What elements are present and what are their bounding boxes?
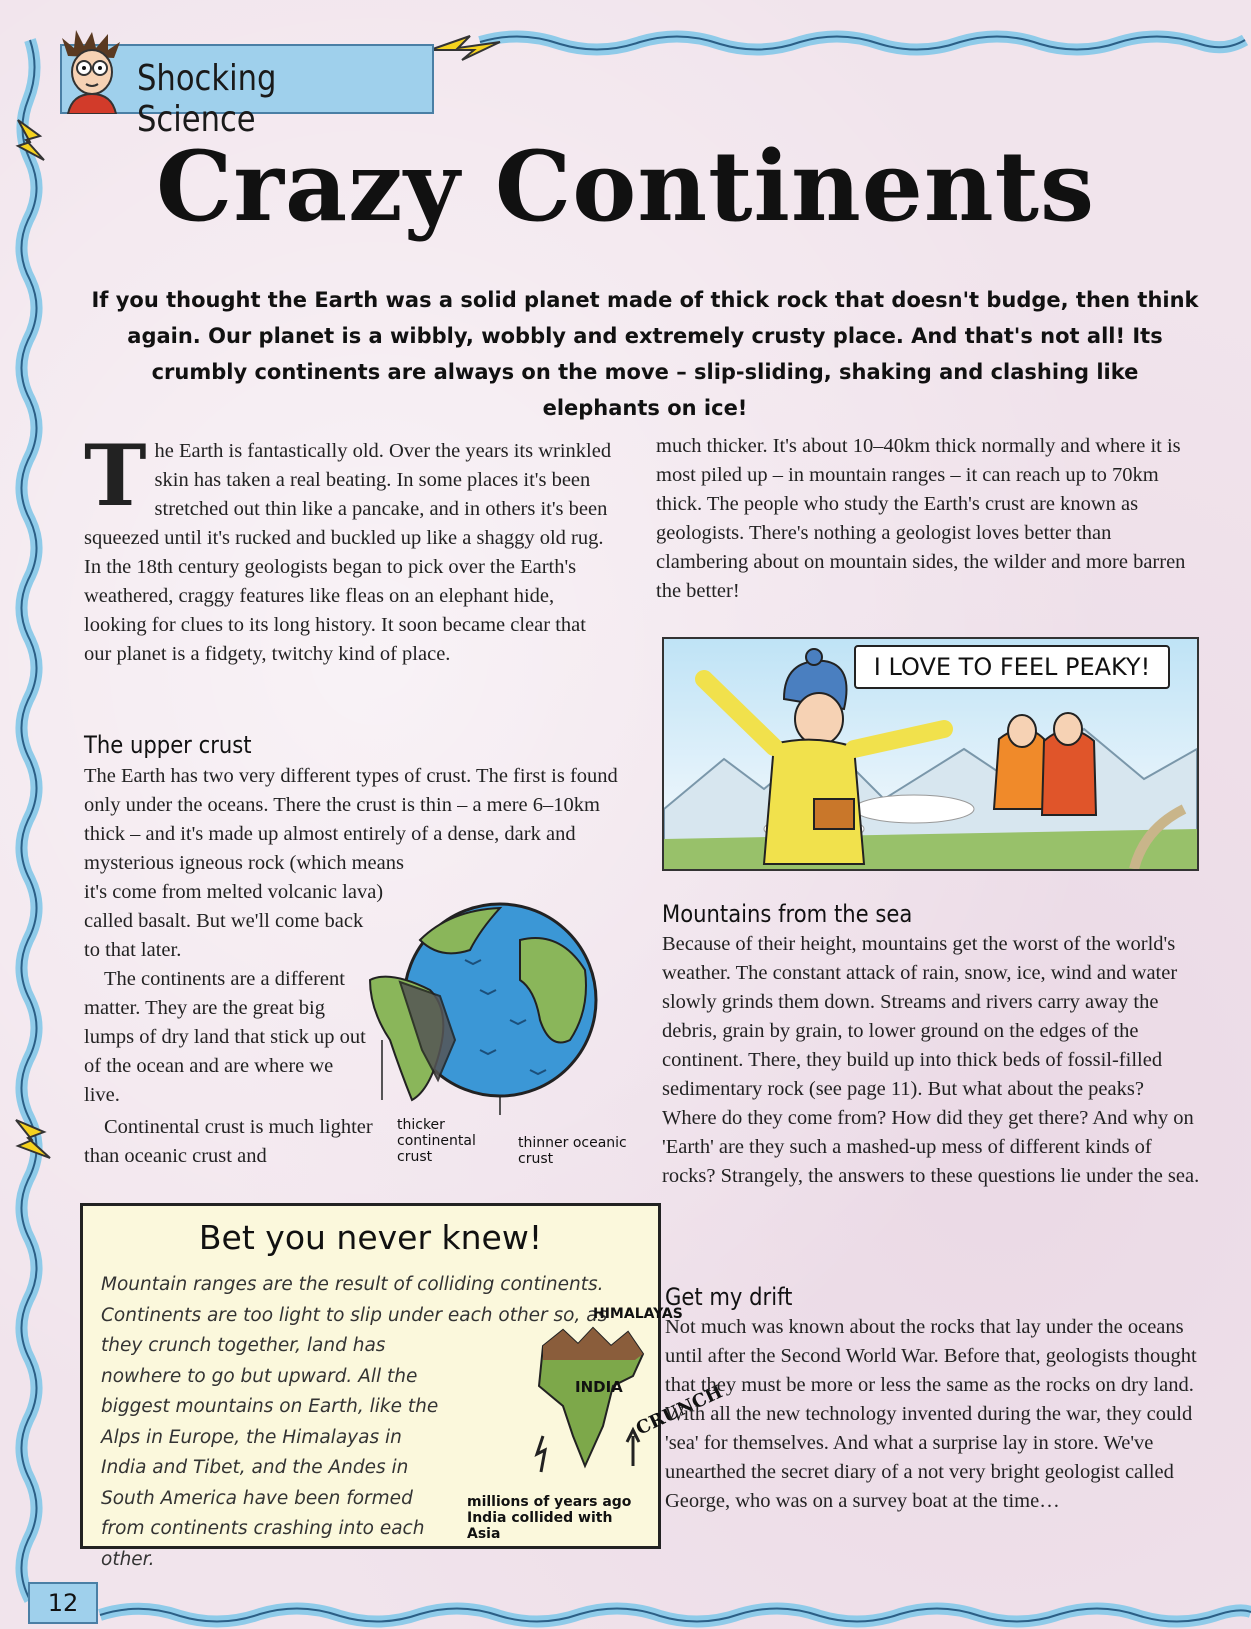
left-para-1: he Earth is fantastically old. Over the years its wrinkled skin has taken a real beating. In some places it's been stretched out thin like a pancake, and in others it's been squeezed until it's rucked and buckled up like a shaggy old rug. In the 18th century geologists began to pick over the Earth's weathered, craggy features like fleas on an elephant hide, looking for clues to its long history. It soon became clear that our planet is a fidgety, twitchy kind of place. <box>84 440 612 665</box>
fact-box-title: Bet you never knew! <box>198 1218 543 1257</box>
section-label: Shocking Science <box>137 58 277 140</box>
page-number: 12 <box>28 1582 98 1624</box>
right-para-3: Not much was known about the rocks that lay under the oceans until after the Second World War. Before that, geologists thought that they must be more or less the same as the rocks on dry land. With all the new technology invented during the war, they could 'sea' for themselves. And what a surprise lay in store. We've unearthed the secret diary of a not very bright geologist called George, who was on a survey boat at the time… <box>665 1316 1197 1512</box>
globe-icon <box>360 900 610 1120</box>
globe-label-continental: thicker continental crust <box>397 1117 476 1165</box>
right-para-2: Because of their height, mountains get the worst of the world's weather. The constant attack of rain, snow, ice, wind and water slowly grinds them down. Streams and rivers carry away the debris, grain by grain, to lower ground on the edges of the continent. There, they build up into thick beds of fossil-filled sedimentary rock (see page 11). But what about the peaks? Where do they come from? How did they get there? And why on 'Earth' are they such a mashed-up mess of different kinds of rocks? Strangely, the answers to these questions lie under the sea. <box>662 933 1200 1187</box>
india-map-icon <box>523 1326 663 1486</box>
map-label-india: INDIA <box>575 1378 623 1396</box>
map-label-crunch: CRUNCH <box>632 1381 726 1440</box>
page-title: Crazy Continents <box>155 130 1095 243</box>
speech-bubble: I LOVE TO FEEL PEAKY! <box>854 645 1170 689</box>
subhead-get-my-drift: Get my drift <box>665 1283 793 1311</box>
india-map <box>523 1306 726 1490</box>
left-column-top <box>84 426 612 669</box>
drop-cap: T <box>84 426 147 525</box>
intro-paragraph: If you thought the Earth was a solid planet made of thick rock that doesn't budge, then think again. Our planet is a wibbly, wobbly and extremely crusty place. And that's not all! Its crumbly continents are always on the move – slip-sliding, shaking and clashing like elephants on ice! <box>91 288 1199 420</box>
fact-box-text-wide: Mountain ranges are the result of colliding continents. Continents are too light to slip under each other so, as they crunch together, land has <box>101 1274 608 1356</box>
subhead-upper-crust: The upper crust <box>84 731 252 759</box>
map-caption: millions of years ago India collided with Asia <box>467 1494 632 1542</box>
mascot-avatar-icon <box>58 30 128 114</box>
left-para-5: Continental crust is much lighter than oceanic crust and <box>84 1116 373 1167</box>
left-para-2: The Earth has two very different types of crust. The first is found only under the oceans. There the crust is thin – a mere 6–10km thick – and it's made up almost entirely of a dense, dark and mysterious igneous rock (which means <box>84 765 618 874</box>
globe-illustration <box>360 900 610 1124</box>
right-para-1: much thicker. It's about 10–40km thick normally and where it is most piled up – in mountain ranges – it can reach up to 70km thick. The people who study the Earth's crust are known as geologists. There's nothing a geologist loves better than clambering about on mountain sides, the wilder and more barren the better! <box>656 435 1186 602</box>
subhead-mountains: Mountains from the sea <box>662 900 913 928</box>
fact-box-text-narrow: nowhere to go but upward. All the biggest mountains on Earth, like the Alps in Europe, the Himalayas in India and Tibet, and the Andes in South America have been formed from continents crashing into each other. <box>101 1365 439 1570</box>
left-para-4: The continents are a different matter. They are the great big lumps of dry land that stick up out of the ocean and are where we live. <box>84 968 366 1106</box>
globe-label-oceanic: thinner oceanic crust <box>518 1135 627 1167</box>
cartoon-panel <box>662 637 1199 871</box>
left-para-3: it's come from melted volcanic lava) called basalt. But we'll come back to that later. <box>84 881 384 961</box>
map-label-himalayas: HIMALAYAS <box>593 1306 683 1322</box>
